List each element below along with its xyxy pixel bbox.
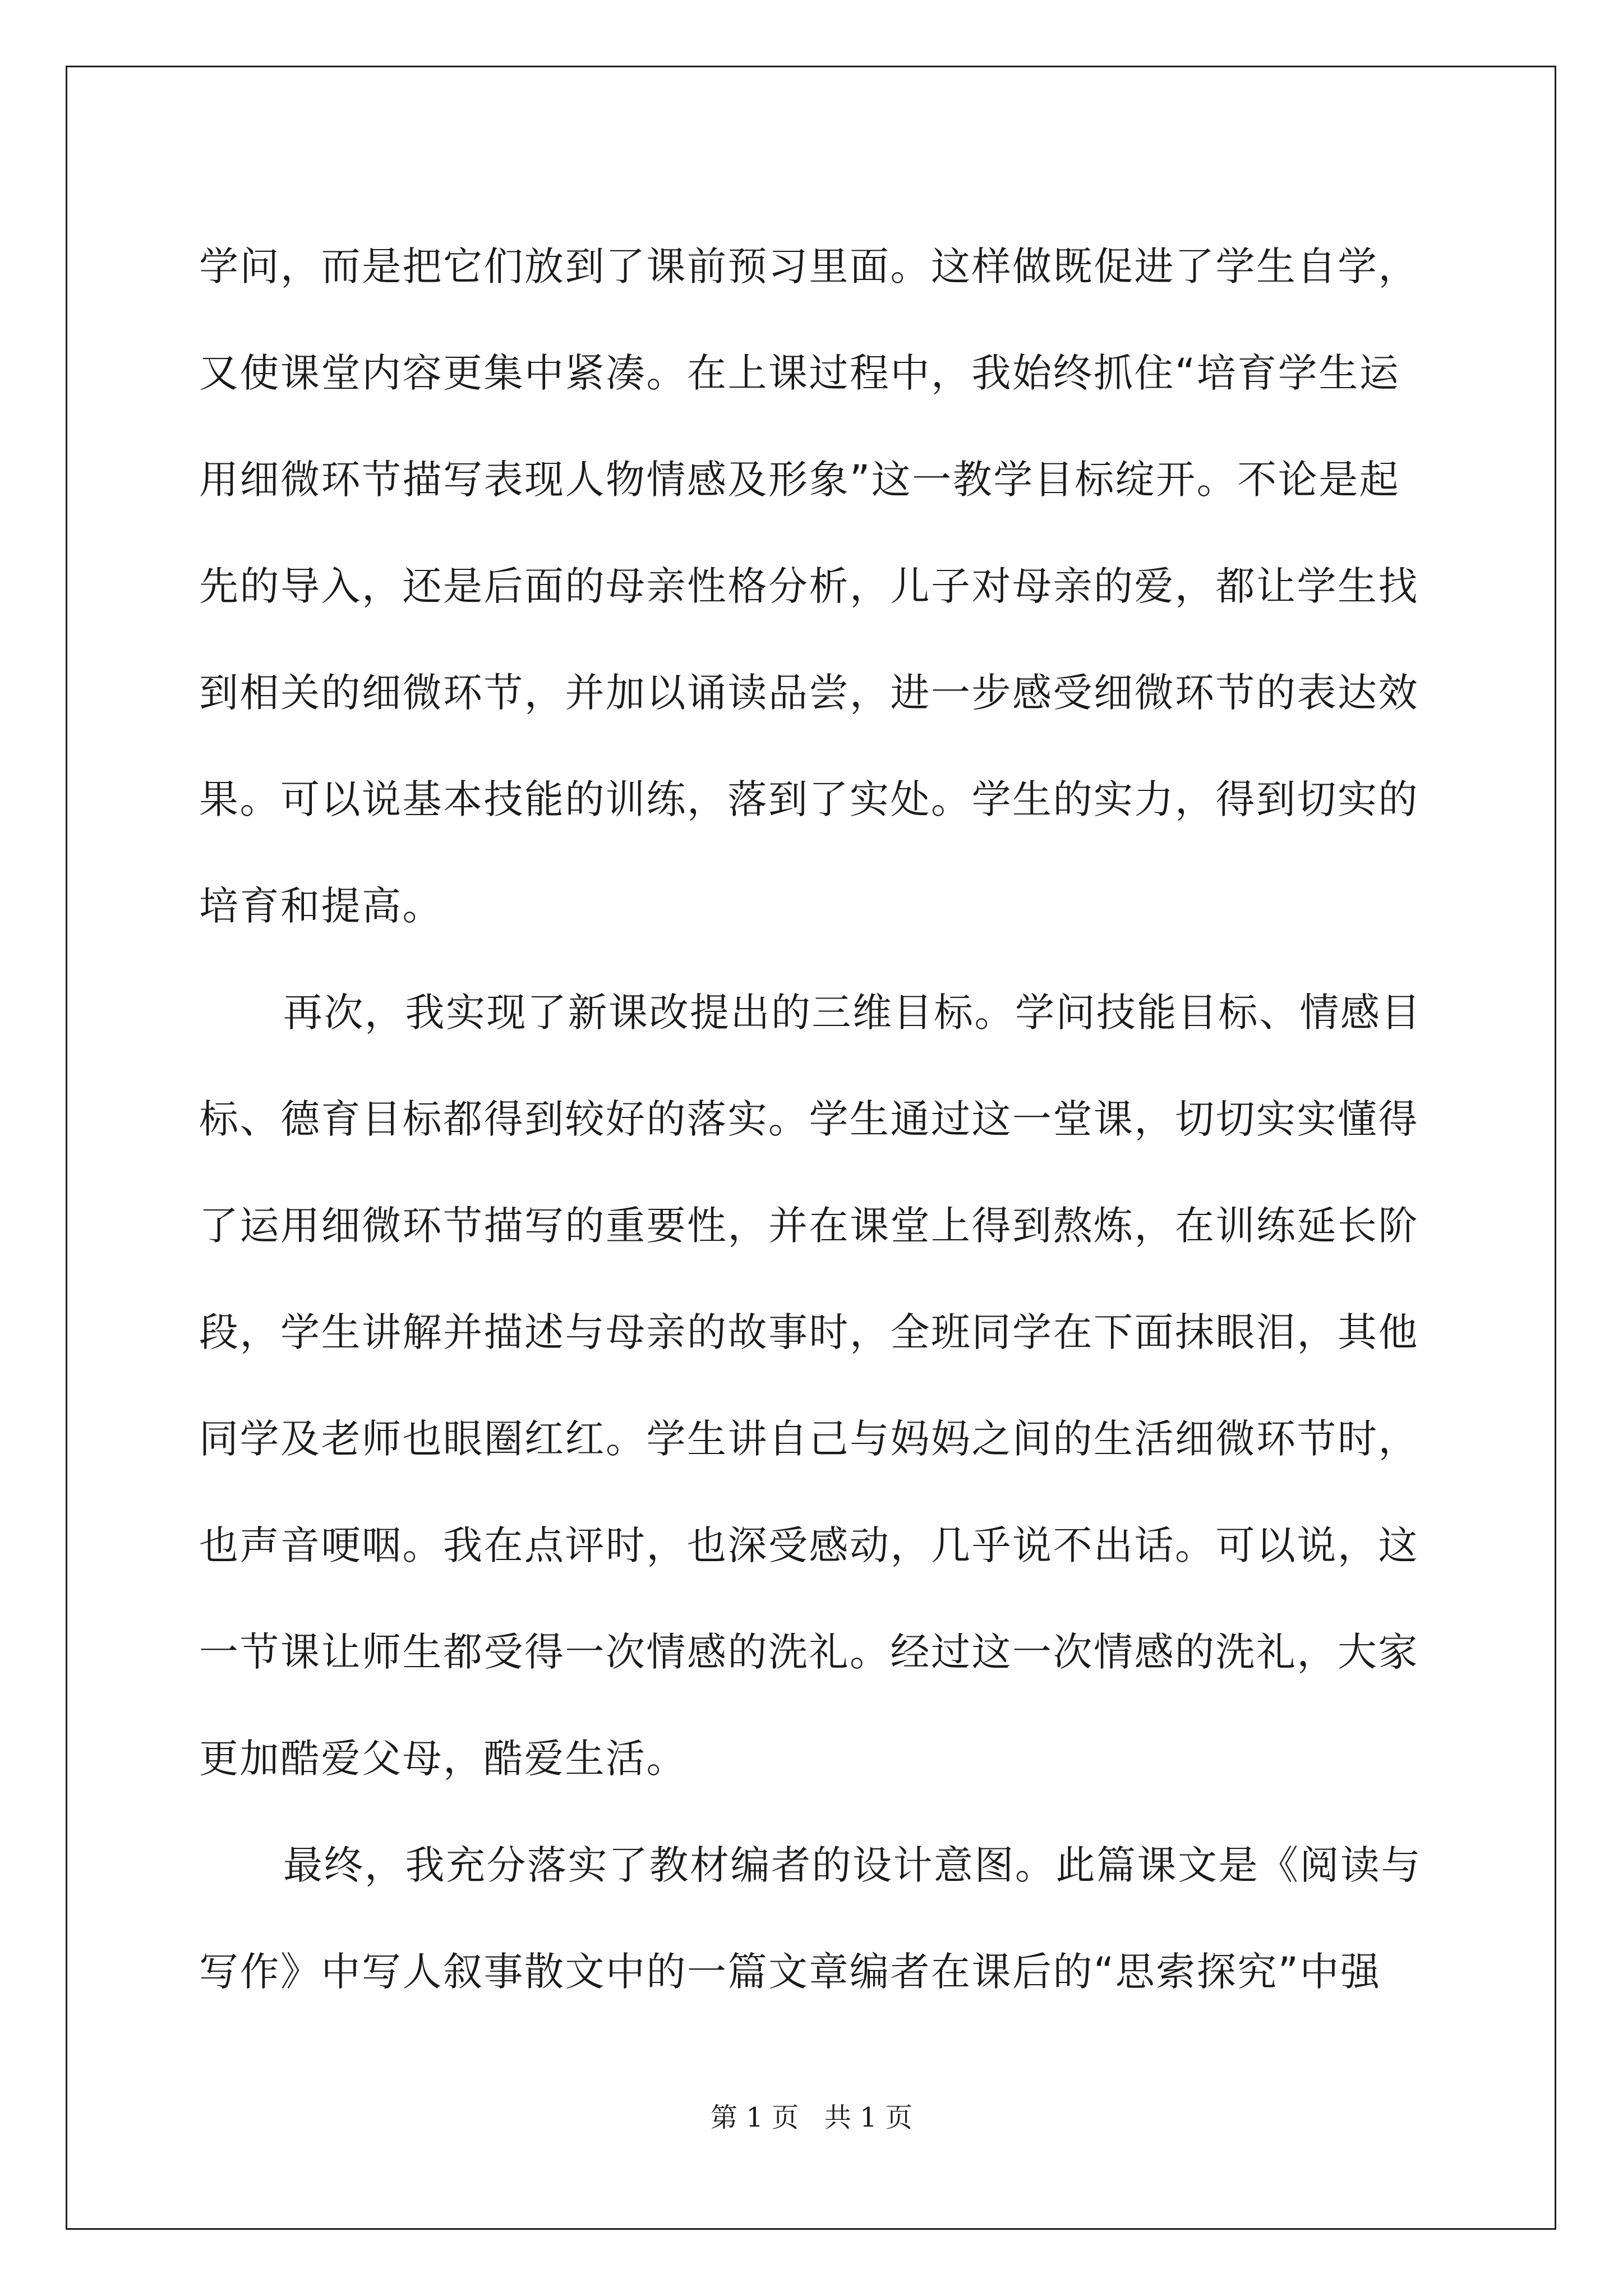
text-line: 同学及老师也眼圈红红。学生讲自己与妈妈之间的生活细微环节时， xyxy=(199,1416,1419,1462)
paragraph-start-line: 再次，我实现了新课改提出的三维目标。学问技能目标、情感目 xyxy=(283,990,1422,1036)
text-line: 到相关的细微环节，并加以诵读品尝，进一步感受细微环节的表达效 xyxy=(199,670,1419,716)
text-line: 学问，而是把它们放到了课前预习里面。这样做既促进了学生自学， xyxy=(199,243,1419,289)
text-line: 先的导入，还是后面的母亲性格分析，儿子对母亲的爱，都让学生找 xyxy=(199,563,1419,609)
text-line: 了运用细微环节描写的重要性，并在课堂上得到熬炼，在训练延长阶 xyxy=(199,1203,1419,1249)
text-line: 一节课让师生都受得一次情感的洗礼。经过这一次情感的洗礼，大家 xyxy=(199,1629,1419,1675)
document-body xyxy=(199,213,1422,2025)
text-line: 用细微环节描写表现人物情感及形象”这一教学目标绽开。不论是起 xyxy=(199,457,1400,503)
text-line: 写作》中写人叙事散文中的一篇文章编者在课后的“思索探究”中强 xyxy=(199,1949,1381,1995)
text-line: 也声音哽咽。我在点评时，也深受感动，几乎说不出话。可以说，这 xyxy=(199,1522,1419,1568)
paragraph-start-line: 最终，我充分落实了教材编者的设计意图。此篇课文是《阅读与 xyxy=(283,1842,1422,1888)
text-line: 又使课堂内容更集中紧凑。在上课过程中，我始终抓住“培育学生运 xyxy=(199,350,1400,396)
text-line: 果。可以说基本技能的训练，落到了实处。学生的实力，得到切实的 xyxy=(199,776,1419,822)
text-line: 标、德育目标都得到较好的落实。学生通过这一堂课，切切实实懂得 xyxy=(199,1096,1419,1142)
text-line: 段，学生讲解并描述与母亲的故事时，全班同学在下面抹眼泪，其他 xyxy=(199,1309,1419,1355)
text-line: 培育和提高。 xyxy=(199,883,443,929)
page-number-footer: 第 1 页 共 1 页 xyxy=(711,2102,912,2133)
text-line: 更加酷爱父母，酷爱生活。 xyxy=(199,1736,687,1782)
